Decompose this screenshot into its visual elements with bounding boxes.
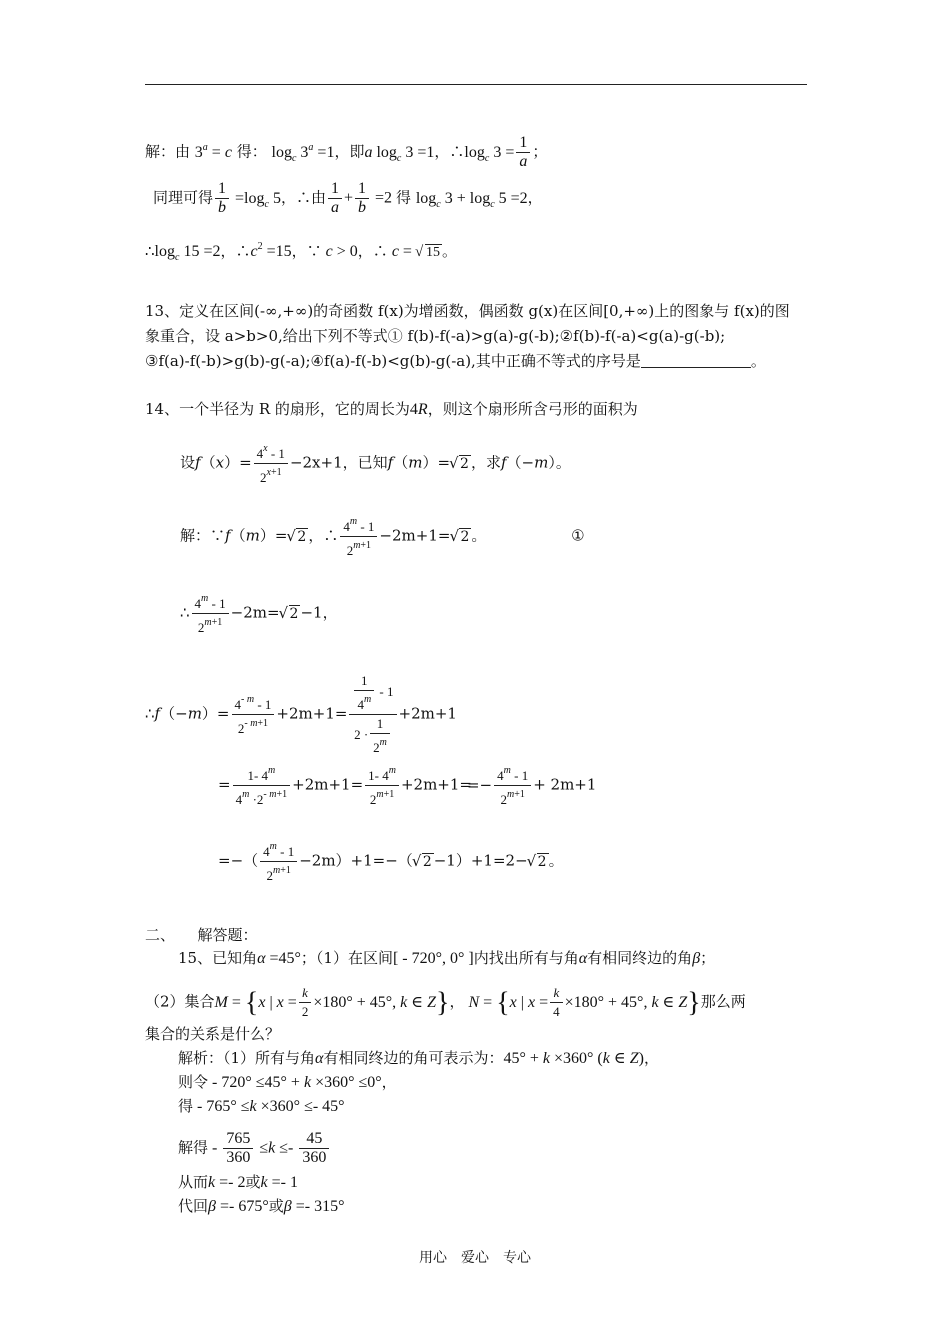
fx-sol4-line: = $\frac{1- 4^m}{4^m \cdot 2^{- m+1}}$ +2m+1= $\frac{1- 4^m}{2^{m+1}}$ +2m+1==− $\frac{4^m - 1}{2^{m+1}}$ + 2m+1: [218, 762, 596, 809]
s12-line3: $\therefore\log_c$ 15 =2，$\therefore c^2 =15$，∵ c > 0，∴ c = √ 15 。: [145, 236, 457, 269]
analysis-line3: 得 - 765° ≤k ×360° ≤- 45°: [178, 1097, 345, 1115]
header-rule: [145, 84, 807, 85]
q13-line3: ③f(a)-f(-b)>g(b)-g(-a);④f(a)-f(-b)<g(b)-g(-a),其中正确不等式的序号是 。: [145, 352, 766, 370]
analysis-line2: 则令 - 720° ≤45° + k ×360° ≤0°，: [178, 1073, 397, 1091]
answer-blank[interactable]: [641, 352, 751, 368]
fx-sol5-line: =−（ $\frac{4^m - 1}{2^{m+1}}$ −2m）+1=−（√ 2 −1）+1=2−√ 2 。: [218, 838, 564, 885]
fx-sol1-line: 解：∵f（m）=√ 2 ，∴ $\frac{4^m - 1}{2^{m+1}}$ −2m+1=√ 2 。 ①: [180, 513, 585, 560]
part2-heading: 二、 解答题：: [145, 926, 258, 944]
q13-line2: 象重合，设 a>b>0,给出下列不等式① f(b)-f(-a)>g(a)-g(-b);②f(b)-f(-a)<g(a)-g(-b);: [145, 327, 726, 345]
analysis-line4: 解得 - $\frac{765}{360}$ ≤k ≤- $\frac{45}{360}$: [178, 1130, 331, 1167]
fx-sol2-line: ∴ $\frac{4^m - 1}{2^{m+1}}$ −2m=√ 2 −1，: [180, 590, 338, 637]
q13-line1: 13、定义在区间(-∞,+∞)的奇函数 f(x)为增函数，偶函数 g(x)在区间[0,+∞)上的图象与 f(x)的图: [145, 302, 790, 320]
page-footer: 用心 爱心 专心: [419, 1250, 531, 1266]
equation-marker: ①: [571, 526, 585, 545]
fx-set-line: 设f（x）= $\frac{4^x - 1}{2^{x+1}}$ −2x+1，已知f（m）=√ 2 ，求f（−m）。: [180, 440, 571, 487]
s12-line2: 同理可得 $\frac{1}{b}$ $=\log_c$ 5，∴由 $\frac{1}{a}$ + $\frac{1}{b}$ =2 得 $\log_c 3 + \log_c 5 =2$，: [153, 180, 543, 216]
analysis-line1: 解析：（1）所有与角α有相同终边的角可表示为：45° + k ×360° (k ∈ Z)，: [178, 1049, 659, 1067]
q15-line3: 集合的关系是什么？: [145, 1025, 281, 1043]
analysis-line6: 代回β =- 675°或β =- 315°: [178, 1197, 345, 1215]
s12-line1: 解：由 $3^a = c$ 得： $\log_c 3^a =1$，即a $\log_c 3 =1$，$\therefore\log_c$ 3 = $\frac{1}{a}$ ；: [145, 134, 548, 170]
q15-line1: 15、已知角α =45°；（1）在区间[ - 720°, 0° ]内找出所有与角α有相同终边的角β；: [178, 949, 716, 967]
q15-line2: （2）集合M = {x | x = $\frac{k}{2}$ ×180° + 45°, k ∈ Z}， N = {x | x = $\frac{k}{4}$ ×180° + 45°, k ∈ Z}那么两: [145, 985, 746, 1019]
q14-line: 14、一个半径为 R 的扇形，它的周长为4R，则这个扇形所含弓形的面积为: [145, 400, 638, 418]
fx-sol3-line: ∴f（−m）= $\frac{4^{- m} - 1}{2^{- m+1}}$ +2m+1= $\frac{1}{4^m}$ - 1 2 · $\frac{1}{2^m}$ +2m+1: [145, 673, 457, 755]
analysis-line5: 从而k =- 2或k =- 1: [178, 1173, 298, 1191]
